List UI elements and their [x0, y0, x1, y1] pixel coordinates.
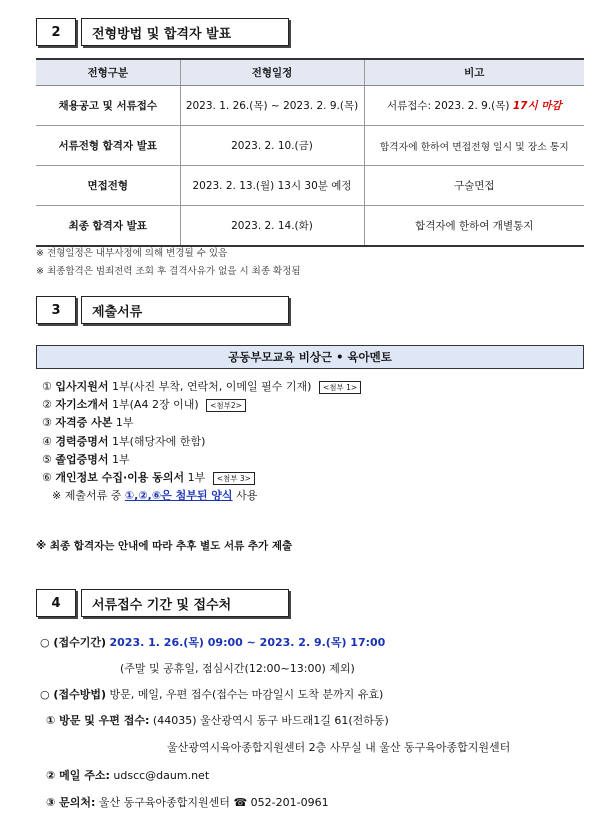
- item-mark: ⑤: [42, 452, 52, 466]
- contact-line: [46, 794, 329, 810]
- attachment-tag: <첨부 1>: [319, 381, 361, 394]
- table-row: [36, 126, 584, 166]
- item-detail: 1부: [187, 471, 206, 485]
- contact-value: 울산 동구육아종합지원센터: [98, 796, 230, 809]
- list-item: [42, 433, 361, 451]
- period-label: ○ (접수기간): [40, 636, 106, 649]
- cell-date: 2023. 1. 26.(목) ~ 2023. 2. 9.(목): [180, 86, 364, 126]
- cell-type: 면접전형: [36, 166, 180, 206]
- cell-type: 최종 합격자 발표: [36, 206, 180, 247]
- item-detail: 1부: [112, 452, 130, 466]
- item-mark: ③: [42, 416, 52, 430]
- table-row: [36, 206, 584, 247]
- method-line: [40, 686, 383, 702]
- phone-icon: ☎: [233, 796, 248, 809]
- visit-line: [46, 712, 389, 728]
- column-header: 비고: [364, 59, 584, 86]
- period-line: [40, 634, 385, 650]
- list-item: [42, 378, 361, 396]
- list-item: [42, 396, 361, 414]
- documents-list: [42, 378, 361, 505]
- table-header-row: [36, 59, 584, 86]
- item-name: 자기소개서: [55, 398, 109, 412]
- section-3-header: [36, 296, 289, 324]
- item-mark: ④: [42, 434, 52, 448]
- attachment-tag: <첨부2>: [206, 399, 246, 412]
- footnote-post: 사용: [236, 489, 258, 503]
- cell-note: 구술면접: [364, 166, 584, 206]
- schedule-note: ※ 최종합격은 범죄전력 조회 후 결격사유가 없을 시 최종 확정됨: [36, 266, 301, 277]
- period-value: 2023. 1. 26.(목) 09:00 ~ 2023. 2. 9.(목) 17:00: [109, 636, 386, 649]
- period-sub: (주말 및 공휴일, 점심시간(12:00~13:00) 제외): [120, 662, 355, 675]
- visit-value: (44035) 울산광역시 동구 바드래1길 61(전하동): [152, 714, 389, 727]
- cell-type: 채용공고 및 서류접수: [36, 86, 180, 126]
- note-text: 서류접수: 2023. 2. 9.(목): [386, 100, 510, 112]
- method-value: 방문, 메일, 우편 접수(접수는 마감일시 도착 분까지 유효): [109, 688, 384, 701]
- cell-note: [364, 86, 584, 126]
- final-note: ※ 최종 합격자는 안내에 따라 추후 별도 서류 추가 제출: [36, 540, 293, 552]
- deadline-text: 17시 마감: [512, 100, 562, 112]
- cell-date: 2023. 2. 14.(화): [180, 206, 364, 247]
- schedule-note: ※ 전형일정은 내부사정에 의해 변경될 수 있음: [36, 248, 228, 259]
- section-number: 3: [36, 296, 76, 324]
- attachment-tag: <첨부 3>: [213, 472, 255, 485]
- table-row: [36, 166, 584, 206]
- section-4-header: [36, 589, 289, 617]
- mail-value: udscc@daum.net: [113, 769, 210, 782]
- section-title: 전형방법 및 합격자 발표: [81, 18, 289, 46]
- list-item: [42, 451, 361, 469]
- item-name: 자격증 사본: [55, 416, 113, 430]
- list-item: [42, 469, 361, 487]
- phone-number: 052-201-0961: [250, 796, 329, 809]
- item-detail: 1부(A4 2장 이내): [112, 398, 199, 412]
- item-name: 개인정보 수집·이용 동의서: [55, 471, 185, 485]
- section-number: 4: [36, 589, 76, 617]
- table-row: [36, 86, 584, 126]
- item-name: 경력증명서: [55, 434, 109, 448]
- item-detail: 1부: [115, 416, 134, 430]
- item-name: 졸업증명서: [55, 452, 109, 466]
- visit-label: ① 방문 및 우편 접수:: [46, 714, 150, 727]
- section-title: 제출서류: [81, 296, 289, 324]
- documents-box-title: 공동부모교육 비상근 • 육아멘토: [36, 345, 584, 369]
- cell-type: 서류전형 합격자 발표: [36, 126, 180, 166]
- item-name: 입사지원서: [55, 380, 109, 393]
- section-title: 서류접수 기간 및 접수처: [81, 589, 289, 617]
- cell-date: 2023. 2. 10.(금): [180, 126, 364, 166]
- cell-note: 합격자에 한하여 면접전형 일시 및 장소 통지: [364, 126, 584, 166]
- item-mark: ②: [42, 398, 52, 412]
- column-header: 전형구분: [36, 59, 180, 86]
- contact-label: ③ 문의처:: [46, 796, 96, 809]
- list-item: [42, 414, 361, 432]
- column-header: 전형일정: [180, 59, 364, 86]
- footnote-pre: ※ 제출서류 중: [52, 489, 122, 503]
- footnote-link: ①,②,⑥은 첨부된 양식: [124, 489, 233, 503]
- cell-note: 합격자에 한하여 개별통지: [364, 206, 584, 247]
- section-number: 2: [36, 18, 76, 46]
- schedule-table: [36, 58, 584, 247]
- documents-footnote: [42, 487, 361, 505]
- mail-label: ② 메일 주소:: [46, 769, 110, 782]
- section-2-header: [36, 18, 289, 46]
- visit-sub: 울산광역시육아종합지원센터 2층 사무실 내 울산 동구육아종합지원센터: [167, 741, 511, 754]
- item-mark: ①: [42, 380, 52, 393]
- mail-line: [46, 767, 209, 783]
- item-detail: 1부(해당자에 한함): [112, 434, 206, 448]
- item-detail: 1부(사진 부착, 연락처, 이메일 필수 기재): [112, 380, 312, 393]
- method-label: ○ (접수방법): [40, 688, 106, 701]
- cell-date: 2023. 2. 13.(월) 13시 30분 예정: [180, 166, 364, 206]
- item-mark: ⑥: [42, 471, 52, 485]
